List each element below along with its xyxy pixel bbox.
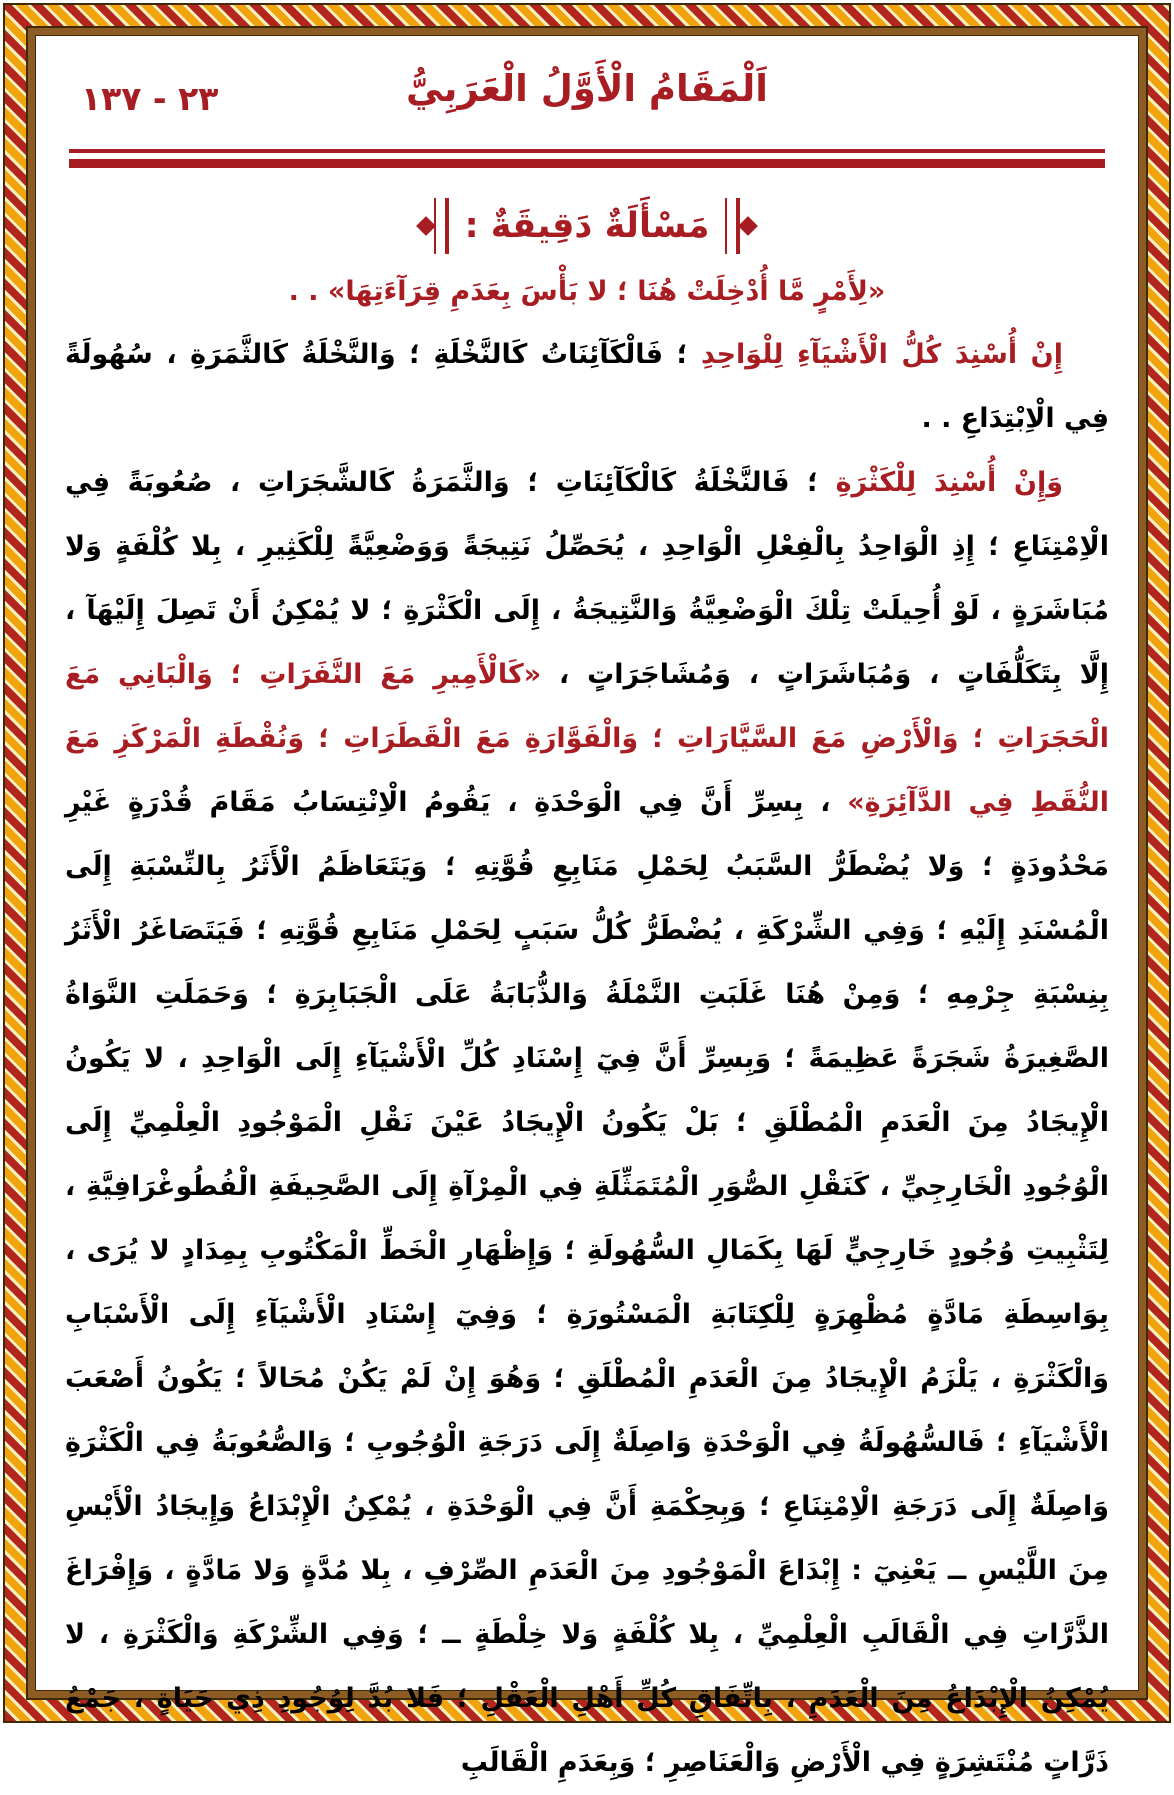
header-divider (69, 149, 1105, 168)
page-title: اَلْمَقَامُ الْأَوَّلُ الْعَرَبِيُّ (406, 67, 768, 110)
text-run: وَإِنْ أُسْنِدَ لِلْكَثْرَةِ (835, 467, 1063, 498)
body-text (65, 323, 1109, 1795)
section-note: «لِأَمْرٍ مَّا أُدْخِلَتْ هُنَا ؛ لا بَأْسَ بِعَدَمِ قِرَآءَتِهَا» . . (288, 276, 886, 307)
text-run: ؛ فَالنَّخْلَةُ كَالْكَآئِنَاتِ ؛ وَالثَّمَرَةُ كَالشَّجَرَاتِ ، صُعُوبَةً فِي الْاِمْتِنَاعِ ؛ إِذِ الْوَاحِدُ بِالْفِعْلِ الْوَاحِدِ ، يُحَصِّلُ نَتِيجَةً وَوَضْعِيَّةً لِلْكَثِيرِ ، بِلا كُلْفَةٍ وَلا مُبَاشَرَةٍ ، لَوْ أُحِيلَتْ تِلْكَ الْوَضْعِيَّةُ وَالنَّتِيجَةُ ، إِلَى الْكَثْرَةِ ؛ لا يُمْكِنُ أَنْ تَصِلَ إِلَيْهَآ ، إِلَّا بِتَكَلُّفَاتٍ ، وَمُبَاشَرَاتٍ ، وَمُشَاجَرَاتٍ ، (65, 467, 1109, 690)
page-content (35, 35, 1139, 1778)
ornate-bracket-left-icon (417, 198, 451, 254)
body-paragraph (65, 323, 1109, 451)
text-run: ، بِسِرِّ أَنَّ فِي الْوَحْدَةِ ، يَقُومُ الْاِنْتِسَابُ مَقَامَ قُدْرَةٍ غَيْرِ مَحْدُودَةٍ ؛ وَلا يُضْطَرُّ السَّبَبُ لِحَمْلِ مَنَابِعِ قُوَّتِهِ ؛ وَيَتَعَاظَمُ الْأَثَرُ بِالنِّسْبَةِ إِلَى الْمُسْنَدِ إِلَيْهِ ؛ وَفِي الشِّرْكَةِ ، يُضْطَرُّ كُلُّ سَبَبٍ لِحَمْلِ مَنَابِعِ قُوَّتِهِ ؛ فَيَتَصَاغَرُ الْأَثَرُ بِنِسْبَةِ جِرْمِهِ ؛ وَمِنْ هُنَا غَلَبَتِ النَّمْلَةُ وَالذُّبَابَةُ عَلَى الْجَبَابِرَةِ ؛ وَحَمَلَتِ النَّوَاةُ الصَّغِيرَةُ شَجَرَةً عَظِيمَةً ؛ وَبِسِرِّ أَنَّ فِيٓ إِسْنَادِ كُلِّ الْأَشْيَآءِ إِلَى الْوَاحِدِ ، لا يَكُونُ الْإِيجَادُ مِنَ الْعَدَمِ الْمُطْلَقِ ؛ بَلْ يَكُونُ الْإِيجَادُ عَيْنَ نَقْلِ الْمَوْجُودِ الْعِلْمِيِّ إِلَى الْوُجُودِ الْخَارِجِيِّ ، كَنَقْلِ الصُّوَرِ الْمُتَمَثِّلَةِ فِي الْمِرْآةِ إِلَى الصَّحِيفَةِ الْفُطُوغْرَافِيَّةِ ، لِتَثْبِيتِ وُجُودٍ خَارِجِيٍّ لَهَا بِكَمَالِ السُّهُولَةِ ؛ وَإِظْهَارِ الْخَطِّ الْمَكْتُوبِ بِمِدَادٍ لا يُرَى ، بِوَاسِطَةِ مَادَّةٍ مُظْهِرَةٍ لِلْكِتَابَةِ الْمَسْتُورَةِ ؛ وَفِيٓ إِسْنَادِ الْأَشْيَآءِ إِلَى الْأَسْبَابِ وَالْكَثْرَةِ ، يَلْزَمُ الْإِيجَادُ مِنَ الْعَدَمِ الْمُطْلَقِ ؛ وَهُوَ إِنْ لَمْ يَكُنْ مُحَالاً ؛ يَكُونُ أَصْعَبَ الْأَشْيَآءِ ؛ فَالسُّهُولَةُ فِي الْوَحْدَةِ وَاصِلَةٌ إِلَى دَرَجَةِ الْوُجُوبِ ؛ وَالصُّعُوبَةُ فِي الْكَثْرَةِ وَاصِلَةٌ إِلَى دَرَجَةِ الْاِمْتِنَاعِ ؛ وَبِحِكْمَةِ أَنَّ فِي الْوَحْدَةِ ، يُمْكِنُ الْإِبْدَاعُ وَإِيجَادُ الْأَيْسِ مِنَ اللَّيْسِ ــ يَعْنِيٓ : إِبْدَاعَ الْمَوْجُودِ مِنَ الْعَدَمِ الصِّرْفِ ، بِلا مُدَّةٍ وَلا مَادَّةٍ ، وَإِفْرَاغَ الذَّرَّاتِ فِي الْقَالَبِ الْعِلْمِيِّ ، بِلا كُلْفَةٍ وَلا خِلْطَةٍ ــ ؛ وَفِي الشِّرْكَةِ وَالْكَثْرَةِ ، لا يُمْكِنُ الْإِبْدَاعُ مِنَ الْعَدَمِ ، بِاتِّفَاقِ كُلِّ أَهْلِ الْعَقْلِ ؛ فَلا بُدَّ لِوُجُودِ ذِي حَيَاةٍ ، جَمْعُ ذَرَّاتٍ مُنْتَشِرَةٍ فِي الْأَرْضِ وَالْعَنَاصِرِ ؛ وَبِعَدَمِ الْقَالَبِ (65, 787, 1109, 1778)
ornamental-border-frame (3, 3, 1171, 1778)
body-paragraph (65, 451, 1109, 1795)
page-surface (28, 28, 1146, 1778)
page-header (65, 61, 1109, 139)
divider-thick-line (69, 159, 1105, 168)
text-run: ؛ فَالْكَآئِنَاتُ كَالنَّخْلَةِ ؛ وَالنَّخْلَةُ كَالثَّمَرَةِ ، سُهُولَةً فِي الْاِبْتِدَاعِ . . (65, 339, 1109, 434)
page-number: ٢٣ - ١٣٧ (81, 79, 219, 118)
text-run: إِنْ أُسْنِدَ كُلُّ الْأَشْيَآءِ لِلْوَاحِدِ (701, 339, 1063, 370)
text-run: «كَالْأَمِيرِ مَعَ النَّفَرَاتِ ؛ وَالْبَانِي مَعَ الْحَجَرَاتِ ؛ وَالْأَرْضِ مَعَ السَّيَّارَاتِ ؛ وَالْفَوَّارَةِ مَعَ الْقَطَرَاتِ ؛ وَنُقْطَةِ الْمَرْكَزِ مَعَ النُّقَطِ فِي الدَّآئِرَةِ» (65, 659, 1109, 818)
ornate-bracket-right-icon (723, 198, 757, 254)
section-heading-row (65, 198, 1109, 254)
section-heading-text: مَسْأَلَةٌ دَقِيقَةٌ : (464, 206, 710, 246)
